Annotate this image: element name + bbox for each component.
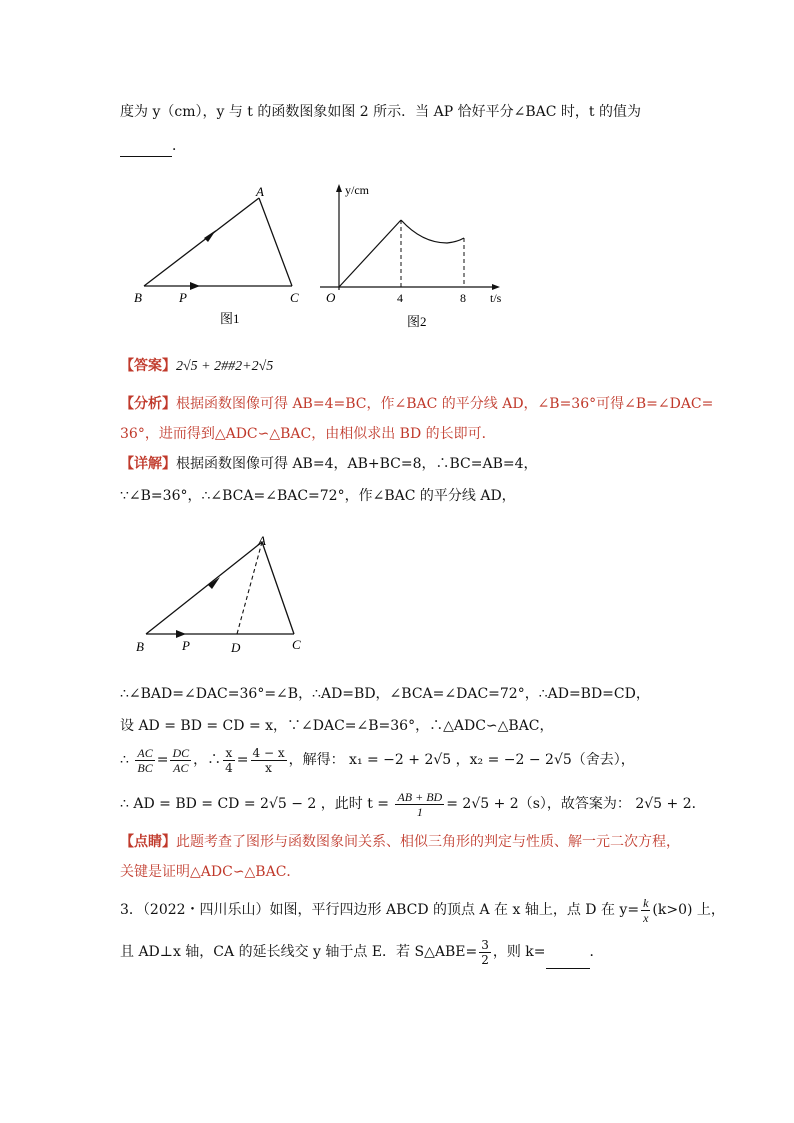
analysis-line-1 [120, 394, 713, 414]
fraction-ac-bc: $\frac{AC}{BC}$ [137, 745, 153, 775]
question3-text-1-end: (k>0) 上， [652, 902, 725, 918]
question3-line-1 [120, 894, 725, 926]
fig1-label-p: P [179, 290, 187, 305]
comment-line-1 [120, 832, 680, 852]
fig2-caption: 图2 [407, 314, 427, 329]
solution-line-3-rest: ，解得： x₁ = −2 + 2√5 ，x₂ = −2 − 2√5（舍去）， [288, 752, 635, 768]
fig3-label-p: P [182, 638, 190, 653]
fraction-4minusx-x: $\frac{4 - x}{x}$ [252, 745, 285, 775]
answer-text: 2√5 + 2##2+2√5 [176, 359, 274, 374]
solution-line-1: ∴∠BAD=∠DAC=36°=∠B，∴AD=BD，∠BCA=∠DAC=72°，∴AD=BD=CD， [120, 686, 650, 702]
solution-line-2: 设 AD = BD = CD = x，∵∠DAC=∠B=36°，∴△ADC∽△BAC， [120, 718, 554, 734]
fraction-k-over-x: $\frac{k}{x}$ [643, 895, 649, 925]
fig2-tick-8: 8 [460, 291, 466, 305]
comment-text-1: 此题考查了图形与函数图象间关系、相似三角形的判定与性质、解一元二次方程， [176, 834, 680, 850]
fig1-side-ab [144, 198, 259, 286]
comment-tag: 【点睛】 [120, 834, 176, 850]
fig1-arrow-on-ab [204, 230, 216, 242]
fraction-x-4: $\frac{x}{4}$ [225, 745, 233, 775]
fig3-arrow-on-bc [176, 630, 186, 638]
figure-3 [128, 528, 318, 658]
question3-line-2 [120, 936, 604, 969]
intro-line-1: 度为 y（cm），y 与 t 的函数图象如图 2 所示．当 AP 恰好平分∠BAC 时，t 的值为 [120, 104, 641, 120]
analysis-tag: 【分析】 [120, 396, 176, 412]
fig3-label-b: B [136, 639, 144, 654]
fig2-tick-4: 4 [397, 291, 403, 305]
therefore-symbol-1: ∴ [120, 752, 129, 768]
fig1-arrow-on-bc [190, 282, 200, 290]
solution-line-4-start: ∴ AD = BD = CD = 2√5 − 2 ，此时 t = [120, 796, 390, 812]
fig2-x-arrow [492, 284, 500, 290]
intro-line-2 [120, 136, 186, 157]
question3-text-1: 3．（2022・四川乐山）如图，平行四边形 ABCD 的顶点 A 在 x 轴上，点 D 在 y= [120, 902, 640, 918]
fig2-origin: O [326, 290, 336, 305]
fig2-rising-segment [339, 220, 401, 287]
fig1-caption: 图1 [220, 311, 240, 326]
analysis-line-2: 36°，进而得到△ADC∽△BAC，由相似求出 BD 的长即可． [120, 426, 496, 442]
fig3-bisector-ad [237, 542, 262, 634]
question3-answer-blank [546, 936, 590, 969]
fig2-ylabel: y/cm [345, 183, 369, 197]
fraction-dc-ac: $\frac{DC}{AC}$ [172, 745, 190, 775]
fig2-y-arrow [336, 184, 342, 192]
figure-1 [128, 186, 308, 331]
fig3-label-a: A [258, 533, 266, 548]
comment-line-2: 关键是证明△ADC∽△BAC． [120, 864, 301, 880]
detail-text-1: 根据函数图像可得 AB=4，AB+BC=8，∴BC=AB=4， [176, 456, 538, 472]
question3-text-2-final: ． [589, 944, 604, 960]
detail-line-2: ∵∠B=36°，∴∠BCA=∠BAC=72°，作∠BAC 的平分线 AD， [120, 488, 516, 504]
solution-line-4-end: = 2√5 + 2（s），故答案为： 2√5 + 2． [446, 796, 706, 812]
figure-2 [312, 178, 512, 338]
fig1-side-ac [259, 198, 292, 286]
fig3-label-c: C [292, 637, 301, 652]
answer-tag: 【答案】 [120, 358, 176, 374]
fig2-xlabel: t/s [490, 291, 502, 305]
fig3-side-ab [146, 542, 262, 634]
answer-line [120, 356, 273, 377]
solution-line-3: ∴ $\frac{AC}{BC}$ = $\frac{DC}{AC}$ ，∴ $\frac{x}{4}$ = $\frac{4 - x}{x}$ ，解得： x₁ = −2 + 2√5 ，x₂ = −2 − 2√5（舍去）， [120, 745, 635, 775]
analysis-text-1: 根据函数图像可得 AB=4=BC，作∠BAC 的平分线 AD，∠B=36°可得∠B=∠DAC= [176, 396, 714, 412]
fig1-label-b: B [134, 290, 142, 305]
detail-tag: 【详解】 [120, 456, 176, 472]
fig1-label-c: C [290, 290, 299, 305]
intro-line-2-end: ． [172, 138, 186, 154]
fig2-curve [401, 220, 464, 243]
solution-line-4 [120, 788, 706, 820]
answer-blank [120, 136, 172, 157]
fig3-side-ac [262, 542, 294, 634]
question3-text-2: 且 AD⊥x 轴，CA 的延长线交 y 轴于点 E．若 S△ABE= [120, 944, 478, 960]
fig3-label-d: D [231, 640, 241, 655]
fig1-label-a: A [256, 186, 264, 199]
fraction-ab-plus-bd: $\frac{AB + BD}{1}$ [397, 789, 443, 819]
detail-line-1 [120, 454, 538, 474]
question3-text-2-end: ，则 k= [492, 944, 546, 960]
fraction-3-over-2: $\frac{3}{2}$ [481, 937, 489, 967]
